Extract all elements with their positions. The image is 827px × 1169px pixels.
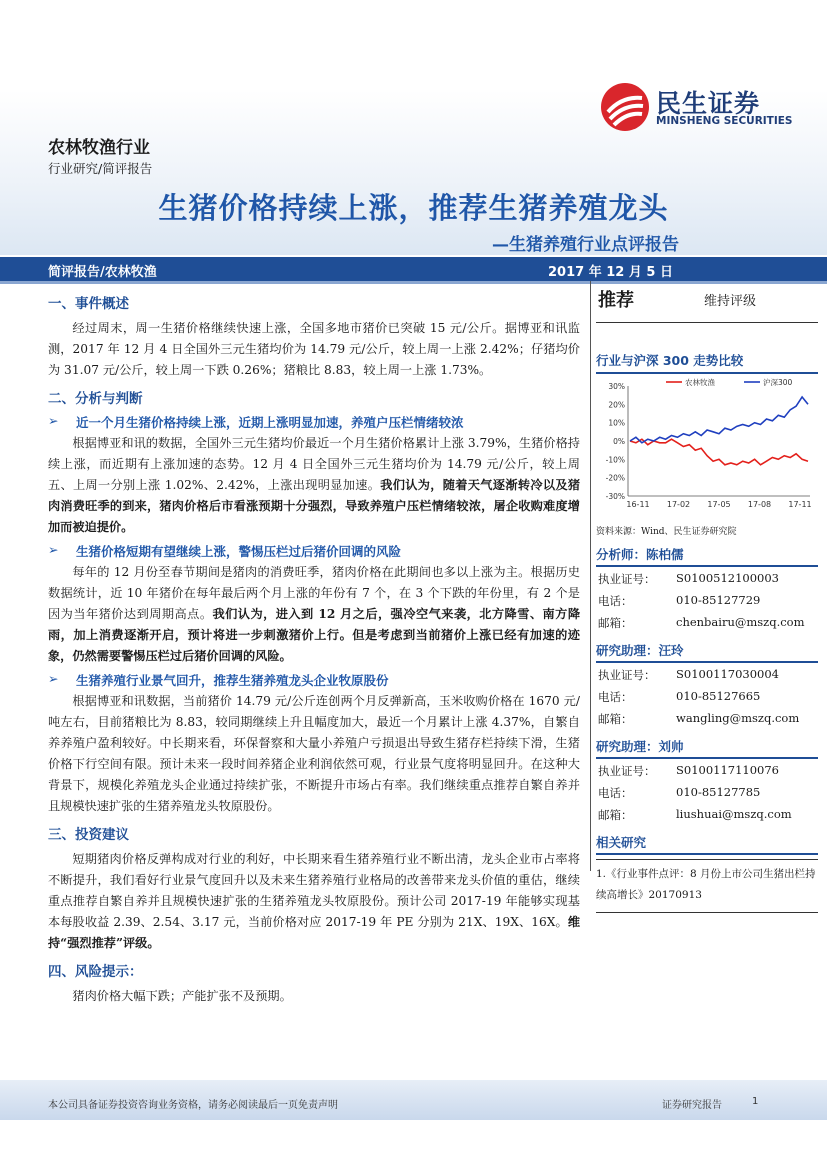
section-4-title: 四、风险提示： — [48, 964, 143, 980]
y-tick-label: 20% — [608, 400, 625, 410]
section-3-plain: 短期猪肉价格反弹构成对行业的利好，中长期来看生猪养殖行业不断出清，龙头企业市占率将不断提升，我们看好行业景气度回升以及未来生猪养殖行业格局的改善带来龙头价值的重估，继续重点推荐自繁自养并且规模快速扩张的生猪养殖龙头牧原股份。预计公司 2017-19 年能够实现基本每股收益 2.39、2.54、3.17 元，当前价格对应 2017-19 年 PE 分别为 21X、19X、16X。 — [48, 852, 580, 929]
footer — [0, 1080, 827, 1120]
bullet-1-title — [48, 413, 580, 431]
industry-name: 农林牧渔行业 — [48, 138, 150, 158]
y-tick-label: 0% — [613, 437, 625, 446]
chart-container — [596, 378, 818, 518]
chart-source: 资料来源：Wind、民生证券研究院 — [596, 527, 737, 537]
section-3-text — [48, 849, 580, 954]
cert-label: 执业证号： — [598, 668, 656, 682]
analyst-phone-row — [596, 589, 818, 611]
assistant-1-phone-row — [596, 685, 818, 707]
assistant-2-cert-row — [596, 759, 818, 781]
x-tick-label: 17-11 — [788, 500, 812, 509]
analyst-heading: 分析师：陈柏儒 — [596, 545, 818, 567]
bullet-3-text: 根据博亚和讯数据，当前猪价 14.79 元/公斤连创两个月反弹新高，玉米收购价格在 1670 元/吨左右，目前猪粮比为 8.83，较同期继续上升且幅度加大，最近一个月累计上涨 4.37%，自繁自养养殖户盈利较好。中长期来看，环保督察和大量小养殖户亏损退出导致生猪存栏持续下滑，生猪价格下行空间有限。预计未来一段时间养猪企业利润依然可观，行业景气度将明显回升。在这种大背景下，规模化养殖龙头企业通过持续扩张，不断提升市场占有率。我们继续重点推荐自繁自养并且规模快速扩张的生猪养殖龙头牧原股份。 — [48, 694, 580, 813]
phone-label: 电话： — [598, 786, 633, 800]
email-label: 邮箱： — [598, 808, 633, 822]
section-1-title: 一、事件概述 — [48, 296, 129, 312]
related-heading: 相关研究 — [596, 833, 818, 855]
column-divider — [590, 281, 591, 871]
email-label: 邮箱： — [598, 616, 633, 630]
bullet-1-plain: 根据博亚和讯的数据，全国外三元生猪均价最近一个月生猪价格累计上涨 3.79%，生猪价格持续上涨，而近期有上涨加速的态势。12 月 4 日全国外三元生猪均价为 14.79 元/公斤，较上周五、上周一分别上涨 1.02%、2.42%，上涨出现明显加速。 — [48, 436, 580, 492]
report-type: 行业研究/简评报告 — [48, 161, 153, 176]
arrow-bullet-icon: ➢ — [48, 542, 59, 557]
y-tick-label: 10% — [608, 418, 625, 428]
assistant-1-phone: 010-85127665 — [676, 689, 761, 703]
assistant-1-heading: 研究助理：汪玲 — [596, 641, 818, 663]
x-tick-label: 17-08 — [747, 500, 772, 509]
cert-label: 执业证号： — [598, 764, 656, 778]
section-2-title: 二、分析与判断 — [48, 391, 143, 407]
recommendation: 推荐 — [598, 290, 634, 311]
assistant-2-phone: 010-85127785 — [676, 785, 761, 799]
assistant-2-phone-row — [596, 781, 818, 803]
report-title: 生猪价格持续上涨，推荐生猪养殖龙头 — [158, 191, 669, 225]
x-tick-label: 16-11 — [626, 500, 650, 509]
main-content — [48, 286, 580, 1007]
legend-label: 农林牧渔 — [685, 378, 715, 387]
rating-status: 维持评级 — [704, 294, 757, 309]
bullet-2-bold: 我们认为，进入到 12 月之后，强冷空气来袭，北方降雪、南方降雨，加上消费逐渐开启，预计将进一步刺激猪价上行。但是考虑到当前猪价上涨已经有加速的迹象，仍然需要警惕压栏过后猪价回调的风险。 — [48, 607, 581, 663]
assistant-2-heading: 研究助理：刘帅 — [596, 737, 818, 759]
arrow-bullet-icon: ➢ — [48, 413, 59, 428]
page-number: 1 — [752, 1096, 759, 1107]
y-tick-label: 30% — [608, 382, 625, 391]
assistant-2-cert: S0100117110076 — [676, 763, 779, 777]
assistant-2-email[interactable]: liushuai@mszq.com — [676, 807, 792, 821]
phone-label: 电话： — [598, 594, 633, 608]
email-label: 邮箱： — [598, 712, 633, 726]
bullet-3-label: 生猪养殖行业景气回升，推荐生猪养殖龙头企业牧原股份 — [76, 673, 389, 688]
y-tick-label: -20% — [605, 473, 625, 483]
analyst-cert: S0100512100003 — [676, 571, 779, 585]
bar-category: 简评报告/农林牧渔 — [48, 265, 157, 280]
assistant-1-email-row — [596, 707, 818, 729]
footer-label: 证券研究报告 — [662, 1100, 722, 1111]
related-divider — [596, 912, 818, 913]
footer-disclaimer: 本公司具备证券投资咨询业务资格，请务必阅读最后一页免责声明 — [48, 1100, 338, 1111]
chart-title: 行业与沪深 300 走势比较 — [596, 351, 818, 374]
bullet-3-title — [48, 671, 580, 689]
bullet-2-title — [48, 542, 580, 560]
bullet-1-bold: 我们认为，随着天气逐渐转冷以及猪肉消费旺季的到来，猪肉价格后市看涨预期十分强烈，导致养殖户压栏情绪较浓，屠企收购难度增加而被迫提价。 — [48, 478, 581, 534]
y-tick-label: -30% — [605, 492, 625, 501]
series-line-csi300 — [630, 397, 808, 443]
assistant-1-cert: S0100117030004 — [676, 667, 779, 681]
bullet-1-text — [48, 433, 580, 538]
assistant-1-cert-row — [596, 663, 818, 685]
arrow-bullet-icon: ➢ — [48, 671, 59, 686]
assistant-2-email-row — [596, 803, 818, 825]
bullet-1-label: 近一个月生猪价格持续上涨，近期上涨明显加速，养殖户压栏情绪较浓 — [76, 415, 464, 430]
recommendation-row — [596, 282, 818, 323]
section-4-text: 猪肉价格大幅下跌；产能扩张不及预期。 — [72, 989, 292, 1003]
bullet-2-label: 生猪价格短期有望继续上涨，警惕压栏过后猪价回调的风险 — [76, 544, 402, 559]
x-tick-label: 17-02 — [666, 500, 691, 509]
report-subtitle: —生猪养殖行业点评报告 — [492, 235, 679, 255]
legend-label: 沪深300 — [763, 378, 793, 387]
title-bar — [0, 257, 827, 284]
analyst-email[interactable]: chenbairu@mszq.com — [676, 615, 805, 629]
company-logo — [600, 82, 800, 134]
section-3-title: 三、投资建议 — [48, 827, 129, 843]
analyst-email-row — [596, 611, 818, 633]
y-tick-label: -10% — [605, 455, 625, 465]
analyst-cert-row — [596, 567, 818, 589]
analyst-phone: 010-85127729 — [676, 593, 761, 607]
bullet-2-plain: 每年的 12 月份至春节期间是猪肉的消费旺季，猪肉价格在此期间也多以上涨为主。根据历史数据统计，近 10 年猪价在每年最后两个月上涨的年份有 7 个，在 3 个下跌的年份里，有 2 个是因为当年猪价达到周期高点。 — [48, 565, 580, 621]
logo-mark-icon — [600, 82, 650, 132]
assistant-1-email[interactable]: wangling@mszq.com — [676, 711, 800, 725]
series-line-industry — [630, 439, 808, 465]
x-tick-label: 17-05 — [707, 500, 731, 509]
section-1-text: 经过周末，周一生猪价格继续快速上涨，全国多地市猪价已突破 15 元/公斤。据博亚和讯监测，2017 年 12 月 4 日全国外三元生猪均价为 14.79 元/公斤，较上周一上涨 2.42%；仔猪均价为 31.07 元/公斤，较上周一下跌 0.26%；猪粮比 8.83，较上周一上涨 1.73%。 — [48, 321, 580, 377]
section-3-bold: 维持“强烈推荐”评级。 — [48, 915, 580, 950]
cert-label: 执业证号： — [598, 572, 656, 586]
logo-en-text: MINSHENG SECURITIES — [656, 115, 793, 127]
related-item[interactable]: 1.《行业事件点评：8 月份上市公司生猪出栏持续高增长》20170913 — [596, 859, 818, 906]
phone-label: 电话： — [598, 690, 633, 704]
bullet-2-text — [48, 562, 580, 667]
performance-chart — [596, 378, 818, 518]
sidebar — [596, 282, 818, 913]
report-date: 2017 年 12 月 5 日 — [548, 265, 673, 280]
logo-cn-text: 民生证券 — [656, 89, 761, 118]
